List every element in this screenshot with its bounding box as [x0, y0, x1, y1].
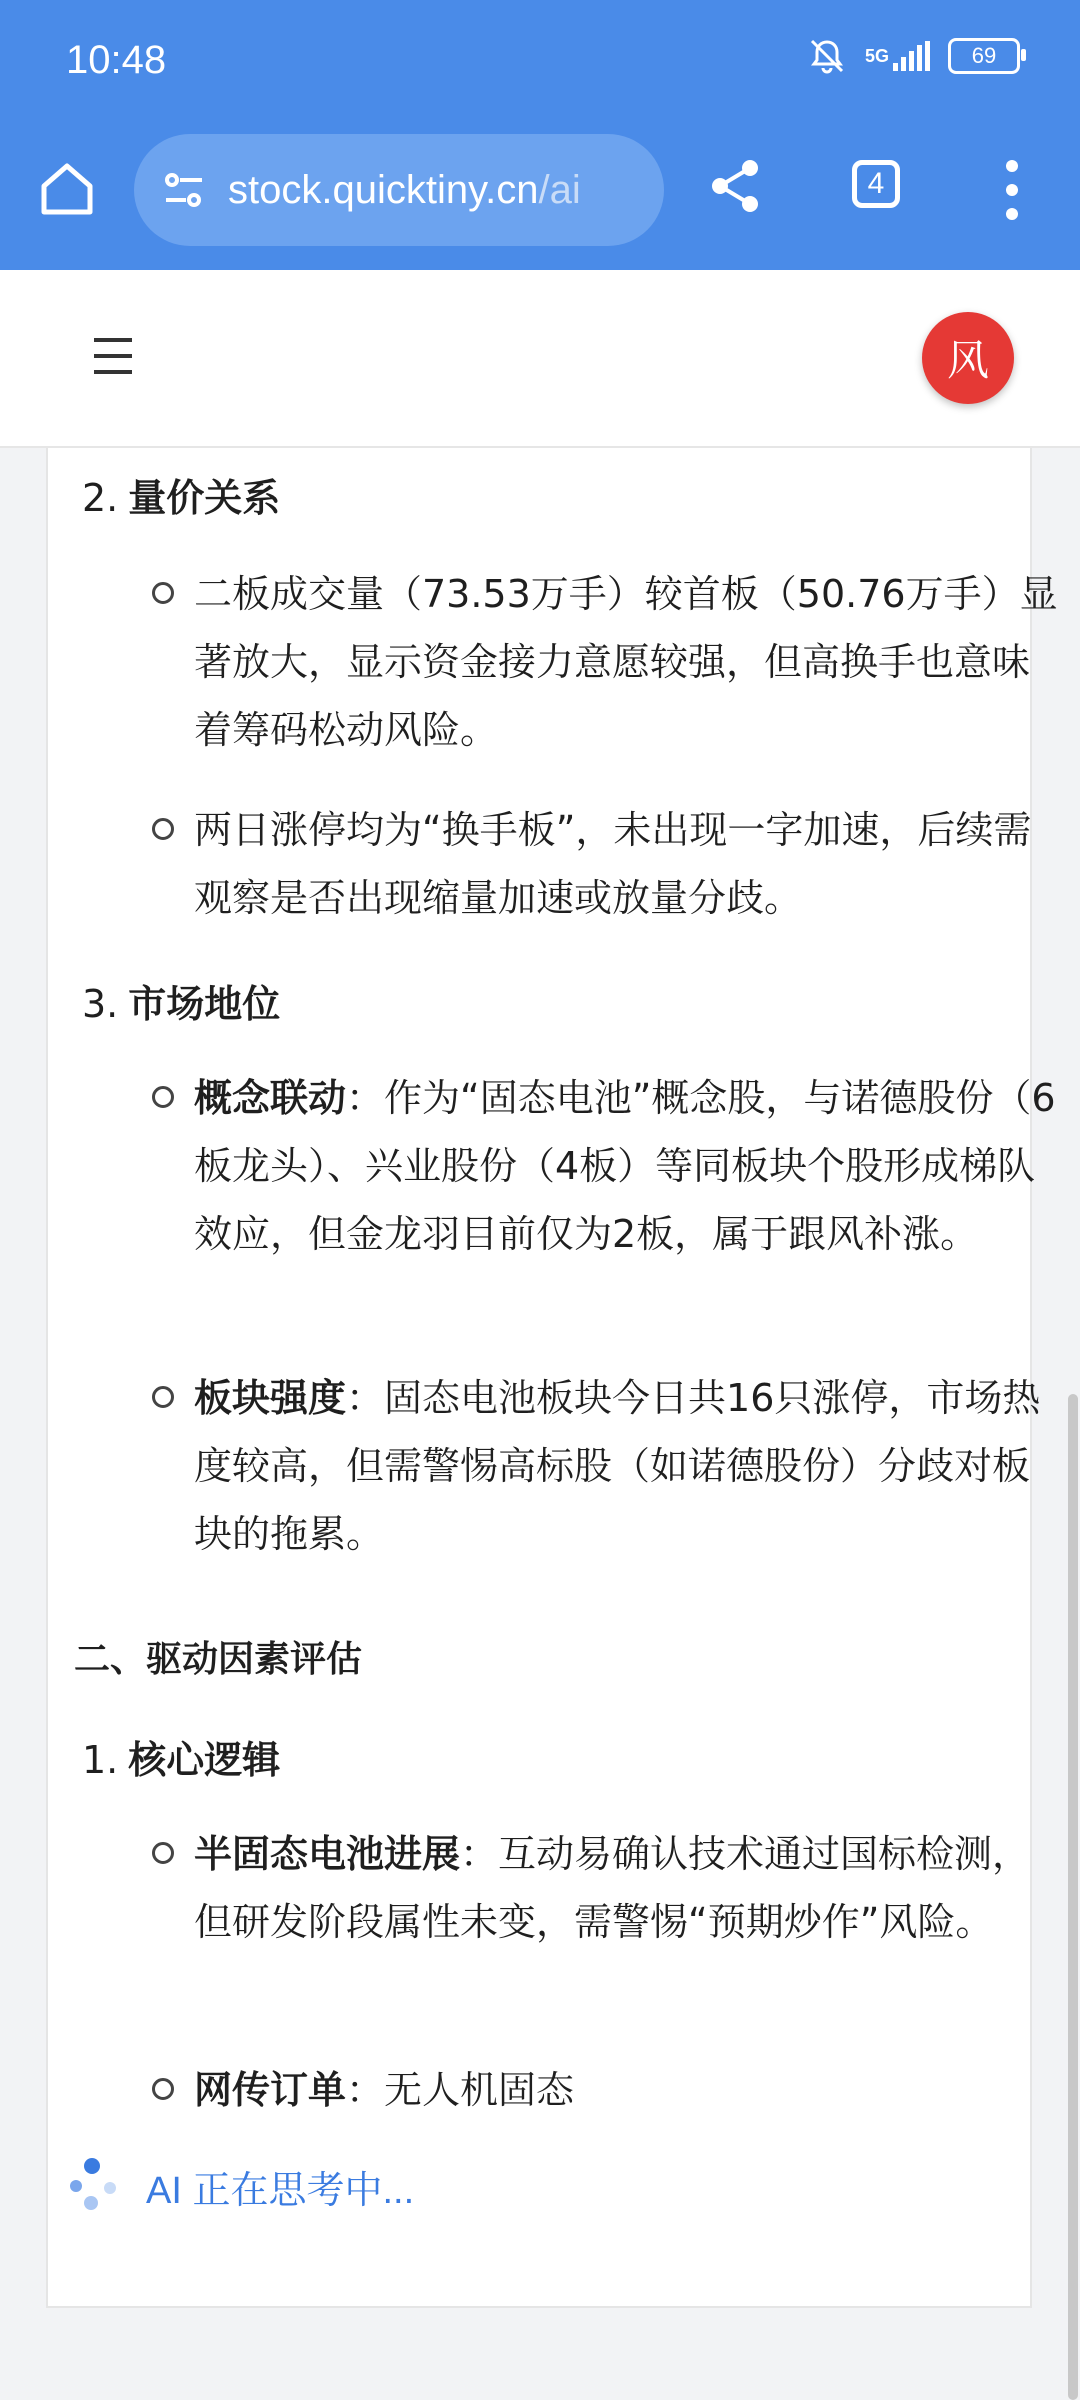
bullet-icon: [152, 818, 174, 840]
avatar[interactable]: 风: [922, 312, 1014, 404]
item-label: 半固态电池进展: [194, 1832, 461, 1876]
share-icon[interactable]: [706, 156, 766, 216]
mute-bell-icon: [807, 36, 847, 76]
home-icon[interactable]: [34, 156, 100, 222]
item-label: 概念联动: [194, 1076, 347, 1120]
url-text[interactable]: [228, 168, 581, 213]
tab-switcher-button[interactable]: [852, 160, 900, 208]
section-heading-market-position: [82, 974, 280, 1034]
list-item: [194, 1364, 1064, 1568]
section-heading-core-logic: [82, 1730, 280, 1790]
ai-answer-card: [46, 448, 1058, 2308]
network-type: 5G: [864, 46, 889, 66]
bullet-icon: [152, 2078, 174, 2100]
site-settings-icon[interactable]: [160, 166, 208, 214]
item-text: ：作为“固态电池”概念股，与诺德股份（6板龙头）、兴业股份（4板）等同板块个股形成梯队效应，但金龙羽目前仅为2板，属于跟风补涨。: [194, 1076, 1056, 1256]
section-number: 2.: [82, 476, 119, 520]
item-text: ：固态电池板块今日共16只涨停，市场热度较高，但需警惕高标股（如诺德股份）分歧对板块的拖累。: [194, 1376, 1041, 1556]
status-icons: [807, 36, 1020, 76]
ai-thinking-indicator: [70, 2158, 414, 2214]
list-item: [194, 1064, 1064, 1268]
status-time: 10:48: [66, 38, 167, 82]
address-bar[interactable]: [134, 134, 664, 246]
list-item: [194, 2056, 1064, 2124]
list-item: 二板成交量（73.53万手）较首板（50.76万手）显著放大，显示资金接力意愿较强，但高换手也意味着筹码松动风险。: [194, 572, 1058, 752]
signal-icon: [893, 41, 930, 71]
battery-level: 69: [971, 43, 997, 68]
section-number: 3.: [82, 982, 119, 1026]
site-header: [0, 270, 1080, 448]
section-title: 量价关系: [128, 476, 281, 520]
section-title: 核心逻辑: [128, 1738, 281, 1782]
item-label: 网传订单: [194, 2068, 347, 2112]
hamburger-menu-icon[interactable]: [94, 338, 132, 374]
bullet-icon: [152, 1842, 174, 1864]
tab-count: 4: [867, 167, 885, 200]
status-bar: [0, 0, 1080, 130]
url-path: /ai: [538, 167, 581, 212]
url-host: stock.quicktiny.cn: [228, 167, 539, 212]
list-item: 两日涨停均为“换手板”，未出现一字加速，后续需观察是否出现缩量加速或放量分歧。: [194, 808, 1032, 920]
list-item: [194, 1820, 1064, 1956]
bullet-icon: [152, 1386, 174, 1408]
item-text: ：无人机固态: [346, 2068, 575, 2112]
section-title: 市场地位: [128, 982, 281, 1026]
battery-icon: [948, 38, 1020, 74]
item-text: ：互动易确认技术通过国标检测，但研发阶段属性未变，需警惕“预期炒作”风险。: [194, 1832, 1031, 1944]
scrollbar[interactable]: [1068, 1394, 1078, 2400]
part-heading-drivers: 二、驱动因素评估: [74, 1639, 363, 1680]
network-indicator: [865, 41, 930, 71]
item-label: 板块强度: [194, 1376, 347, 1420]
section-number: 1.: [82, 1738, 119, 1782]
more-menu-icon[interactable]: [1000, 160, 1024, 220]
thinking-text: AI 正在思考中...: [146, 2169, 415, 2212]
browser-toolbar: [0, 130, 1080, 270]
bullet-icon: [152, 582, 174, 604]
bullet-icon: [152, 1086, 174, 1108]
section-heading-volume-price: [82, 468, 280, 528]
loading-dots-icon: [70, 2158, 126, 2214]
